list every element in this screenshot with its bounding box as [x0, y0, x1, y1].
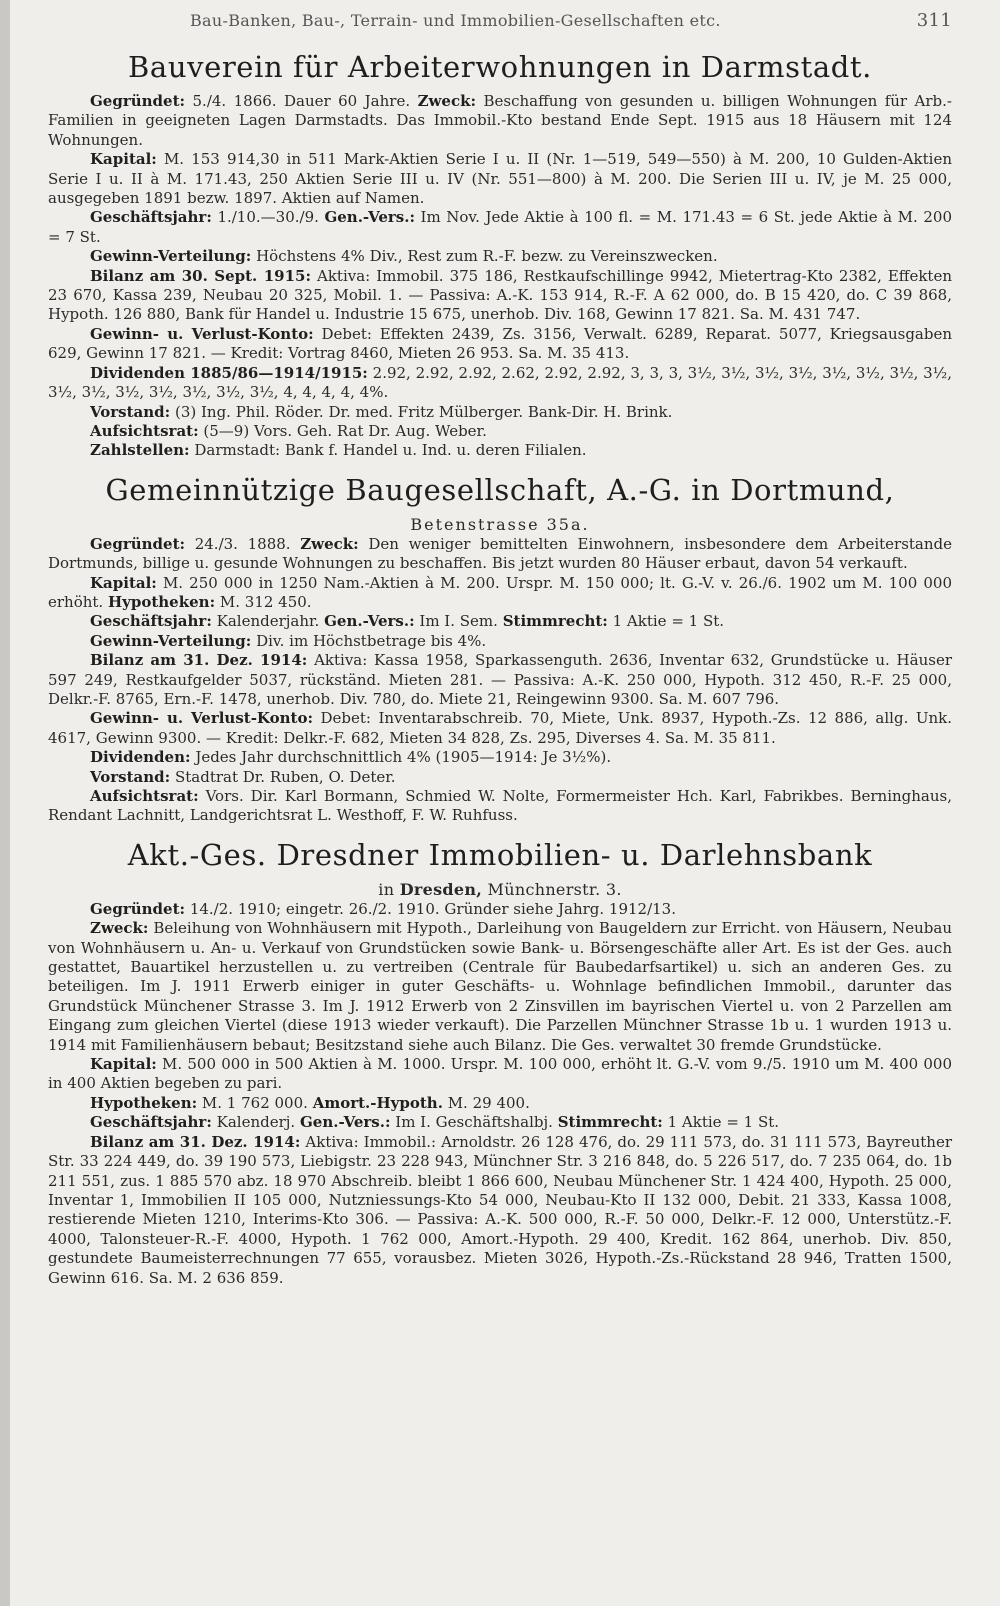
entry-text: Kalenderj. — [211, 1113, 300, 1132]
entry-text: M. 312 450. — [215, 592, 312, 611]
entry-paragraph — [48, 247, 952, 266]
entry-paragraph — [48, 919, 952, 1055]
entry-text: Debet: Inventarabschreib. 70, Miete, Unk. 8937, Hypoth.-Zs. 12 886, allg. Unk. 4617, Gewinn 9300. — Kredit: Delkr.-F. 682, Mieten 34 828, Zs. 295, Diverses 4. Sa. M. 35 811. — [48, 709, 952, 747]
entry-label: Gen.-Vers.: — [299, 1113, 391, 1132]
entry-label: Gen.-Vers.: — [324, 612, 415, 631]
entry-label: Stimmrecht: — [557, 1113, 663, 1132]
section-title: Gemeinnützige Baugesellschaft, A.-G. in Dortmund, — [105, 472, 895, 507]
entry-text: Debet: Effekten 2439, Zs. 3156, Verwalt. 6289, Reparat. 5077, Kriegsausgaben 629, Gewinn 17 821. — Kredit: Vortrag 8460, Mieten 26 953. Sa. M. 35 413. — [48, 324, 952, 363]
entry-paragraph — [48, 1094, 952, 1113]
page-number: 311 — [916, 10, 952, 31]
entry-paragraph — [48, 150, 952, 208]
entry-text: M. 250 000 in 1250 Nam.-Aktien à M. 200. Urspr. M. 150 000; lt. G.-V. v. 26./6. 1902 um M. 100 000 erhöht. — [48, 573, 952, 611]
entry-text: Jedes Jahr durchschnittlich 4% (1905—1914: Je 3½%). — [190, 748, 612, 767]
entry-paragraph — [48, 574, 952, 613]
entry-paragraph — [48, 632, 952, 651]
entry-text: (3) Ing. Phil. Röder. Dr. med. Fritz Mülberger. Bank-Dir. H. Brink. — [170, 402, 673, 421]
entry-paragraph — [48, 651, 952, 709]
entry-label: Gewinn- u. Verlust-Konto: — [90, 324, 314, 343]
entry-paragraph — [48, 535, 952, 574]
entry-label: Gegründet: — [90, 899, 186, 918]
entry-paragraph — [48, 208, 952, 247]
entry-text: Div. im Höchstbetrage bis 4%. — [251, 631, 487, 650]
entry-paragraph — [48, 787, 952, 826]
entry-label: Dividenden: — [90, 748, 191, 767]
entry-label: Dividenden 1885/86—1914/1915: — [90, 363, 368, 382]
entry-text: Kalenderjahr. — [211, 612, 325, 631]
entry-label: Gegründet: — [90, 92, 186, 110]
entry-paragraph — [48, 709, 952, 748]
entry-text: (5—9) Vors. Geh. Rat Dr. Aug. Weber. — [198, 421, 487, 440]
page-gutter — [0, 0, 10, 1606]
entry-paragraph — [48, 325, 952, 364]
entry-label: Geschäftsjahr: — [90, 612, 212, 631]
entry-label: Zweck: — [90, 919, 149, 938]
entry-paragraph — [48, 748, 952, 767]
running-title: Bau-Banken, Bau-, Terrain- und Immobilien-Gesellschaften etc. — [190, 11, 721, 30]
entry-label: Zahlstellen: — [90, 441, 190, 460]
entry-label: Amort.-Hypoth. — [312, 1093, 443, 1112]
entry-text: Beschaffung von gesunden u. billigen Wohnungen für Arb.-Familien in geeigneten Lagen Darmstadts. Das Immobil.-Kto bestand Ende Sept. 1915 aus 18 Häusern mit 124 Wohnungen. — [48, 92, 952, 149]
entry-text: 1 Aktie = 1 St. — [662, 1113, 780, 1132]
entry-text: 1 Aktie = 1 St. — [607, 612, 725, 631]
entry-label: Bilanz am 31. Dez. 1914: — [90, 1132, 301, 1151]
entry-text: 24./3. 1888. — [185, 534, 301, 553]
entry-label: Stimmrecht: — [502, 612, 608, 631]
entry-label: Geschäftsjahr: — [90, 1113, 212, 1132]
entry-text: Beleihung von Wohnhäusern mit Hypoth., Darleihung von Baugeldern zur Erricht. von Häusern, Neubau von Wohnhäusern u. An- u. Verkauf von Grundstücken sowie Bank- u. Börsengeschäfte aller Art. Es ist der Ges. auch gestattet, Bauartikel herzustellen u. zu vertreiben (Centrale für Baubedarfsartikel) u. sich an anderen Ges. zu beteiligen. Im J. 1911 Erwerb einiger in guter Geschäfts- u. Wohnlage befindlichen Immobil., darunter das Grundstück Münchener Strasse 3. Im J. 1912 Erwerb von 2 Zinsvillen im bayrischen Viertel u. von 2 Parzellen am Eingang zum gleichen Viertel (diese 1913 wieder verkauft). Die Parzellen Münchner Strasse 1b u. 1 wurden 1913 u. 1914 mit Familienhäusern bebaut; Besitzstand siehe auch Bilanz. Die Ges. verwaltet 30 fremde Grundstücke. — [48, 919, 952, 1054]
entry-paragraph — [48, 441, 952, 460]
entry-paragraph — [48, 1055, 952, 1094]
subtitle-rest: Münchnerstr. 3. — [482, 879, 622, 899]
section-subtitle — [48, 880, 952, 900]
entry-text: Höchstens 4% Div., Rest zum R.-F. bezw. zu Vereinszwecken. — [251, 247, 718, 266]
entry-paragraph — [48, 422, 952, 441]
entry-label: Vorstand: — [90, 402, 171, 421]
entry-label: Vorstand: — [90, 767, 171, 786]
entry-label: Zweck: — [417, 92, 477, 110]
entry-label: Gen.-Vers.: — [324, 208, 415, 227]
entry-text: Darmstadt: Bank f. Handel u. Ind. u. deren Filialen. — [189, 441, 587, 460]
entry-text: Aktiva: Kassa 1958, Sparkassenguth. 2636, Inventar 632, Grundstücke u. Häuser 597 249, Restkaufgelder 5037, rückständ. Mieten 281. — Passiva: A.-K. 250 000, Hypoth. 312 450, R.-F. 25 000, Delkr.-F. 8765, Ern.-F. 1478, unerhob. Div. 780, do. Miete 21, Reingewinn 9300. Sa. M. 607 796. — [48, 651, 952, 708]
entry-paragraph — [48, 267, 952, 325]
entry-label: Gewinn-Verteilung: — [90, 631, 252, 650]
entry-text: Den weniger bemittelten Einwohnern, insbesondere dem Arbeiterstande Dortmunds, billige u. gesunde Wohnungen zu beschaffen. Bis jetzt wurden 80 Häuser erbaut, davon 54 verkauft. — [48, 534, 952, 573]
entry-label: Kapital: — [90, 1055, 157, 1074]
subtitle-prefix: in — [378, 879, 400, 899]
entry-paragraph — [48, 612, 952, 631]
entry-text: 2.92, 2.92, 2.92, 2.62, 2.92, 2.92, 3, 3, 3, 3½, 3½, 3½, 3½, 3½, 3½, 3½, 3½, 3½, 3½, 3½, 3½, 3½, 3½, 3½, 4, 4, 4, 4, 4%. — [48, 363, 952, 402]
entry-label: Hypotheken: — [90, 1093, 198, 1112]
entry-text: Im I. Geschäftshalbj. — [390, 1113, 558, 1132]
entry-label: Gewinn-Verteilung: — [90, 247, 252, 266]
entry-text: Im Nov. Jede Aktie à 100 fl. = M. 171.43 = 6 St. jede Aktie à M. 200 = 7 St. — [48, 208, 952, 246]
entry-label: Gewinn- u. Verlust-Konto: — [90, 709, 314, 728]
entry-paragraph — [48, 768, 952, 787]
section-body — [48, 900, 952, 1288]
entry-text: M. 500 000 in 500 Aktien à M. 1000. Urspr. M. 100 000, erhöht lt. G.-V. vom 9./5. 1910 um M. 400 000 in 400 Aktien begeben zu pari. — [48, 1055, 952, 1093]
entry-label: Zweck: — [300, 534, 359, 553]
entry-paragraph — [48, 92, 952, 150]
entry-paragraph — [48, 1113, 952, 1132]
entry-text: Aktiva: Immobil. 375 186, Restkaufschillinge 9942, Mietertrag-Kto 2382, Effekten 23 670, Kassa 239, Neubau 20 325, Mobil. 1. — Passiva: A.-K. 153 914, R.-F. A 62 000, do. B 15 420, do. C 39 868, Hypoth. 126 880, Bank für Handel u. Industrie 15 675, unerhob. Div. 168, Gewinn 17 821. Sa. M. 431 747. — [48, 266, 952, 324]
entry-label: Gegründet: — [90, 534, 186, 553]
entry-label: Bilanz am 31. Dez. 1914: — [90, 651, 308, 670]
entry-text: 14./2. 1910; eingetr. 26./2. 1910. Gründer siehe Jahrg. 1912/13. — [185, 899, 676, 918]
entry-text: Vors. Dir. Karl Bormann, Schmied W. Nolte, Formermeister Hch. Karl, Fabrikbes. Berninghaus, Rendant Lachnitt, Landgerichtsrat L. Westhoff, F. W. Ruhfuss. — [48, 787, 952, 825]
entry-text: M. 153 914,30 in 511 Mark-Aktien Serie I u. II (Nr. 1—519, 549—550) à M. 200, 10 Gulden-Aktien Serie I u. II à M. 171.43, 250 Aktien Serie III u. IV (Nr. 551—800) à M. 200. Die Serien III u. IV, je M. 25 000, ausgegeben 1891 bezw. 1897. Aktien auf Namen. — [48, 150, 952, 208]
entry-text: 1./10.—30./9. — [211, 208, 325, 227]
section-subtitle: Betenstrasse 35a. — [410, 514, 590, 534]
section-body — [48, 92, 952, 461]
section-title: Akt.-Ges. Dresdner Immobilien- u. Darlehnsbank — [127, 837, 873, 872]
entry-paragraph — [48, 403, 952, 422]
entry-label: Kapital: — [90, 150, 157, 169]
entry-text: Aktiva: Immobil.: Arnoldstr. 26 128 476, do. 29 111 573, do. 31 111 573, Bayreuther Str. 33 224 449, do. 39 190 573, Liebigstr. 23 228 943, Münchner Str. 3 216 848, do. 5 226 517, do. 7 235 064, do. 1b 211 551, zus. 1 885 570 abz. 18 970 Abschreib. bleibt 1 866 600, Neubau Münchener Str. 1 424 400, Hypoth. 25 000, Inventar 1, Immobilien II 105 000, Nutzniessungs-Kto 54 000, Neubau-Kto II 132 000, Debit. 21 333, Kassa 1008, restierende Mieten 1210, Interims-Kto 306. — Passiva: A.-K. 500 000, R.-F. 50 000, Delkr.-F. 12 000, Unterstütz.-F. 4000, Talonsteuer-R.-F. 4000, Hypoth. 1 762 000, Amort.-Hypoth. 29 400, Kredit. 162 864, unerhob. Div. 850, gestundete Baumeisterrechnungen 77 655, vorausbez. Mieten 3026, Hypoth.-Zs.-Rückstand 28 946, Tratten 1500, Gewinn 616. Sa. M. 2 636 859. — [48, 1132, 952, 1287]
subtitle-city: Dresden, — [399, 879, 483, 899]
entry-label: Aufsichtsrat: — [90, 787, 199, 805]
entry-paragraph — [48, 1133, 952, 1288]
running-header — [48, 10, 952, 36]
entry-text: Stadtrat Dr. Ruben, O. Deter. — [170, 767, 396, 786]
entry-text: M. 1 762 000. — [197, 1093, 313, 1112]
entry-text: Im I. Sem. — [414, 612, 503, 631]
entry-text: M. 29 400. — [442, 1093, 530, 1112]
entry-paragraph — [48, 900, 952, 919]
section-title: Bauverein für Arbeiterwohnungen in Darmstadt. — [128, 50, 872, 84]
section-body — [48, 535, 952, 826]
entry-label: Aufsichtsrat: — [90, 421, 199, 440]
entry-label: Hypotheken: — [107, 592, 216, 611]
entry-label: Geschäftsjahr: — [90, 208, 212, 227]
entry-label: Bilanz am 30. Sept. 1915: — [90, 266, 311, 285]
entry-paragraph — [48, 364, 952, 403]
entry-label: Kapital: — [90, 573, 157, 592]
entry-text: 5./4. 1866. Dauer 60 Jahre. — [185, 92, 418, 110]
